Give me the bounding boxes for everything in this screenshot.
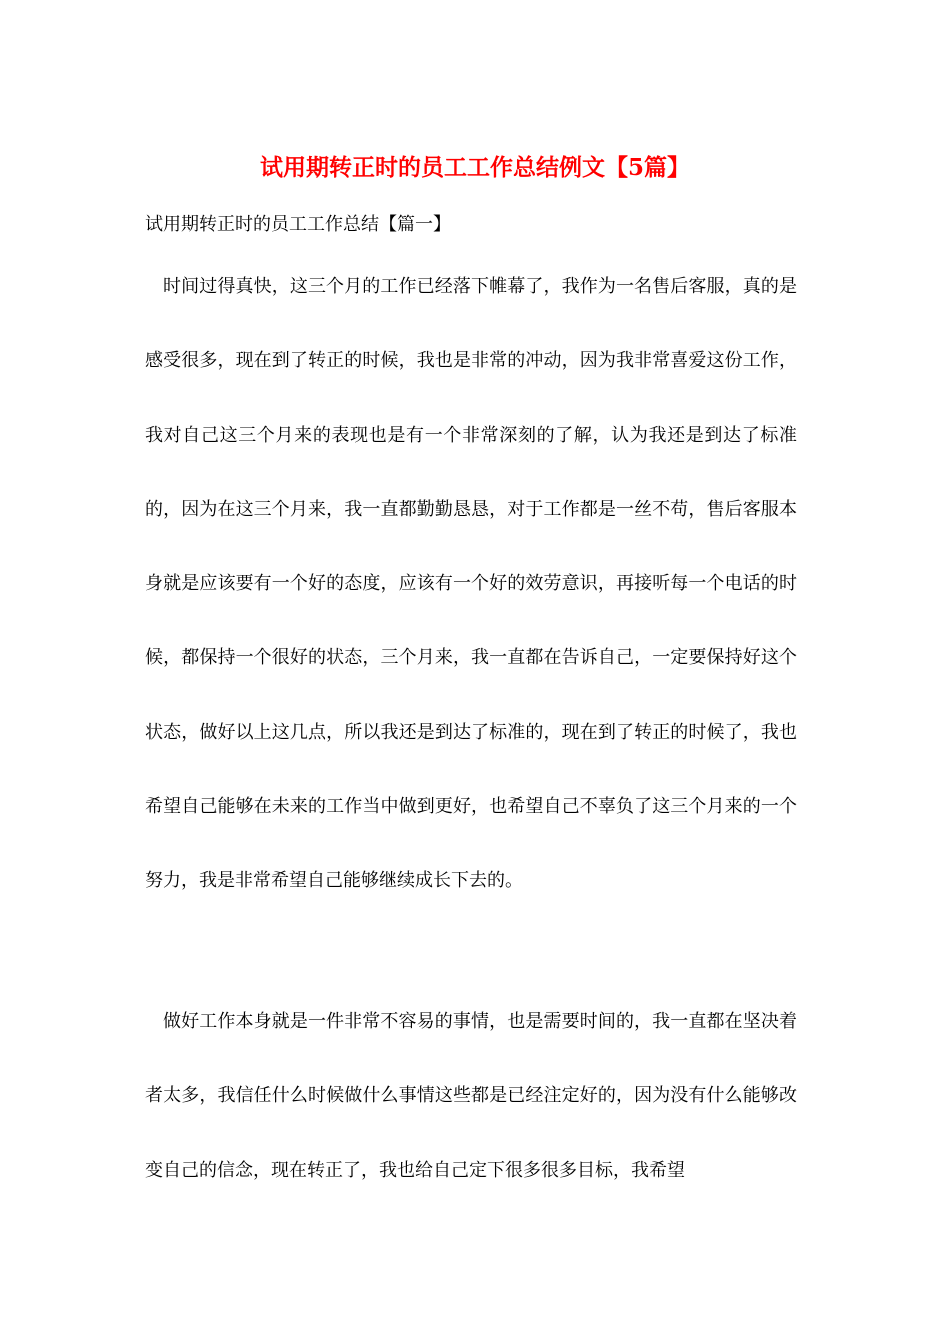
document-title: 试用期转正时的员工工作总结例文【5篇】 [259, 154, 690, 181]
body-paragraph-1: 时间过得真快，这三个月的工作已经落下帷幕了，我作为一名售后客服，真的是感受很多，现在到了转正的时候，我也是非常的冲动，因为我非常喜爱这份工作，我对自己这三个月来的表现也是有一个非常深刻的了解，认为我还是到达了标准的，因为在这三个月来，我一直都勤勤恳恳，对于工作都是一丝不苟，售后客服本身就是应该要有一个好的态度，应该有一个好的效劳意识，再接听每一个电话的时候，都保持一个很好的状态，三个月来，我一直都在告诉自己，一定要保持好这个状态，做好以上这几点，所以我还是到达了标准的，现在到了转正的时候了，我也希望自己能够在未来的工作当中做到更好，也希望自己不辜负了这三个月来的一个努力，我是非常希望自己能够继续成长下去的。 [145, 276, 797, 892]
body-paragraph-2: 做好工作本身就是一件非常不容易的事情，也是需要时间的，我一直都在坚决着者太多，我信任什么时候做什么事情这些都是已经注定好的，因为没有什么能够改变自己的信念，现在转正了，我也给自己定下很多很多目标，我希望 [145, 1011, 797, 1181]
section-heading: 试用期转正时的员工工作总结【篇一】 [145, 214, 451, 235]
